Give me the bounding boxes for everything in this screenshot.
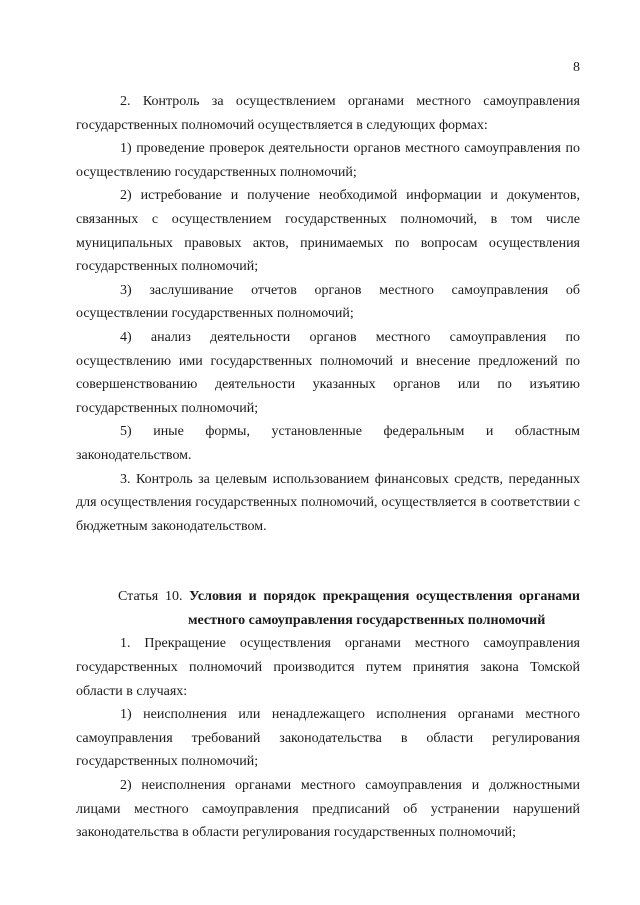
page-number: 8 [573, 60, 580, 75]
list-item-inspections: 1) проведение проверок деятельности органов местного самоуправления по осуществлению государственных полномочий; [76, 141, 580, 180]
list-item-information-request: 2) истребование и получение необходимой информации и документов, связанных с осуществлением государственных полномочий, в том числе муниципальных правовых актов, принимаемых по вопросам осуществления государственных полномочий; [76, 188, 580, 275]
article-heading [76, 585, 580, 632]
section-gap [76, 538, 580, 585]
list-item-other-forms: 5) иные формы, установленные федеральным и областным законодательством. [76, 424, 580, 463]
paragraph-control-forms: 2. Контроль за осуществлением органами местного самоуправления государственных полномочий осуществляется в следующих формах: [76, 94, 580, 133]
list-item-non-fulfillment: 1) неисполнения или ненадлежащего исполнения органами местного самоуправления требований законодательства в области регулирования государственных полномочий; [76, 707, 580, 770]
article-number: Статья 10. [118, 589, 183, 605]
article-title: Условия и порядок прекращения осуществления органами местного самоуправления государственных полномочий [188, 589, 580, 628]
list-item-analysis: 4) анализ деятельности органов местного самоуправления по осуществлению ими государственных полномочий и внесение предложений по совершенствованию деятельности указанных органов или по изъятию государственных полномочий; [76, 329, 580, 416]
list-item-prescriptions: 2) неисполнения органами местного самоуправления и должностными лицами местного самоуправления предписаний об устранении нарушений законодательства в области регулирования государственных полномочий; [76, 778, 580, 841]
list-item-reports: 3) заслушивание отчетов органов местного самоуправления об осуществлении государственных полномочий; [76, 282, 580, 322]
paragraph-termination: 1. Прекращение осуществления органами местного самоуправления государственных полномочий производится путем принятия закона Томской области в случаях: [76, 636, 580, 699]
paragraph-financial-control: 3. Контроль за целевым использованием финансовых средств, переданных для осуществления государственных полномочий, осуществляется в соответствии с бюджетным законодательством. [76, 471, 580, 534]
document-body [76, 90, 580, 845]
